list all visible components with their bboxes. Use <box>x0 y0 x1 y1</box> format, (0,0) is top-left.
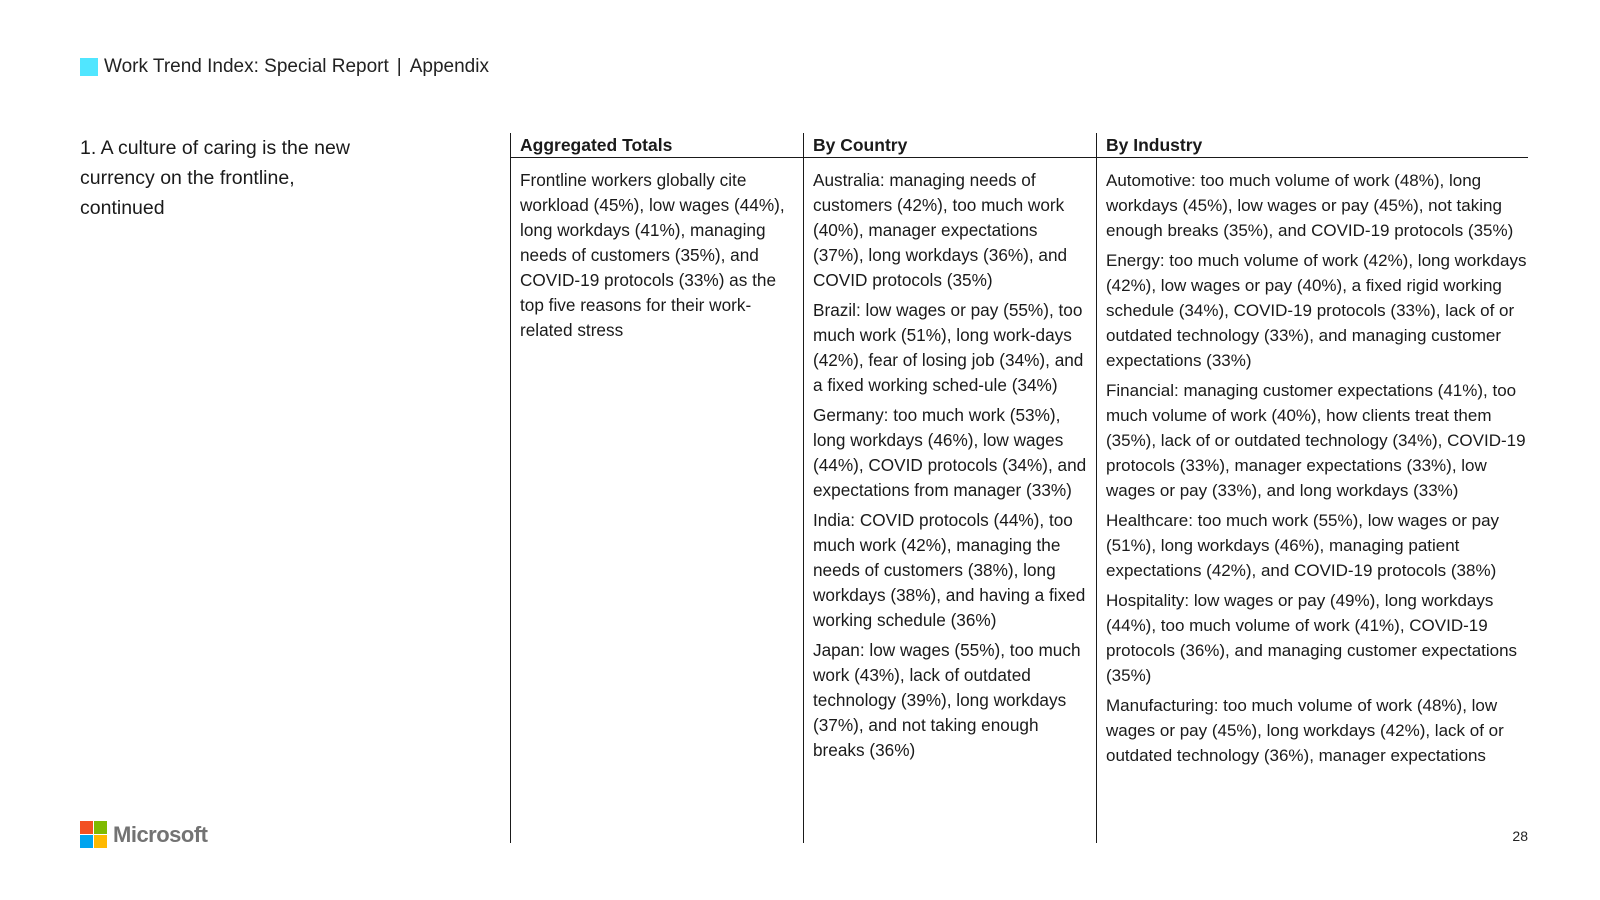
column-body <box>511 158 803 822</box>
column-heading: By Country <box>804 133 1096 158</box>
windows-logo-icon <box>80 821 107 848</box>
table-entry: Japan: low wages (55%), too much work (43%), lack of outdated technology (39%), long workdays (37%), and not taking enough breaks (36%) <box>813 640 1081 760</box>
column-aggregated-totals <box>510 133 803 843</box>
header-separator: | <box>396 56 402 77</box>
report-section: Appendix <box>409 56 489 77</box>
table-entry: Australia: managing needs of customers (42%), too much work (40%), manager expectations (37%), long workdays (36%), and COVID protocols (35%) <box>813 170 1068 290</box>
column-by-country <box>803 133 1096 843</box>
microsoft-logo <box>80 821 208 848</box>
table-entry: Healthcare: too much work (55%), low wages or pay (51%), long workdays (46%), managing patient expectations (42%), and COVID-19 protocols (38%) <box>1106 511 1500 580</box>
table-entry: Manufacturing: too much volume of work (48%), low wages or pay (45%), long workdays (42%), lack of or outdated technology (36%), manager expectations <box>1106 696 1504 765</box>
column-heading: Aggregated Totals <box>511 133 803 158</box>
report-title: Work Trend Index: Special Report <box>104 56 389 77</box>
table-entry: Hospitality: low wages or pay (49%), long workdays (44%), too much volume of work (41%), COVID-19 protocols (36%), and managing customer expectations (35%) <box>1106 591 1518 685</box>
column-heading: By Industry <box>1097 133 1528 158</box>
table-entry: Frontline workers globally cite workload (45%), low wages (44%), long workdays (41%), managing needs of customers (35%), and COVID-19 protocols (33%) as the top five reasons for their work-related stress <box>520 170 785 340</box>
column-body <box>804 158 1096 822</box>
report-header <box>80 56 489 78</box>
table-entry: Automotive: too much volume of work (48%), long workdays (45%), low wages or pay (45%), not taking enough breaks (35%), and COVID-19 protocols (35%) <box>1106 171 1514 240</box>
table-entry: Energy: too much volume of work (42%), long workdays (42%), low wages or pay (40%), a fixed rigid working schedule (34%), COVID-19 protocols (33%), lack of or outdated technology (33%), and managing customer expectations (33%) <box>1106 251 1527 370</box>
table-entry: Financial: managing customer expectations (41%), too much volume of work (40%), how clients treat them (35%), lack of or outdated technology (34%), COVID-19 protocols (33%), manager expectations (33%), low wages or pay (33%), and long workdays (33%) <box>1106 381 1526 500</box>
column-by-industry <box>1096 133 1528 843</box>
accent-square-icon <box>80 58 98 76</box>
stress-reasons-table <box>510 133 1528 843</box>
table-entry: India: COVID protocols (44%), too much work (42%), managing the needs of customers (38%), long workdays (38%), and having a fixed working schedule (36%) <box>813 510 1086 630</box>
logo-text: Microsoft <box>113 821 208 847</box>
table-entry: Germany: too much work (53%), long workdays (46%), low wages (44%), COVID protocols (34%), and expectations from manager (33%) <box>813 405 1087 500</box>
column-body <box>1097 158 1528 822</box>
table-entry: Brazil: low wages or pay (55%), too much work (51%), long work-days (42%), fear of losing job (34%), and a fixed working sched-ule (34%) <box>813 300 1084 395</box>
page-number: 28 <box>1512 828 1528 844</box>
section-title: 1. A culture of caring is the new currency on the frontline, continued <box>80 137 350 219</box>
